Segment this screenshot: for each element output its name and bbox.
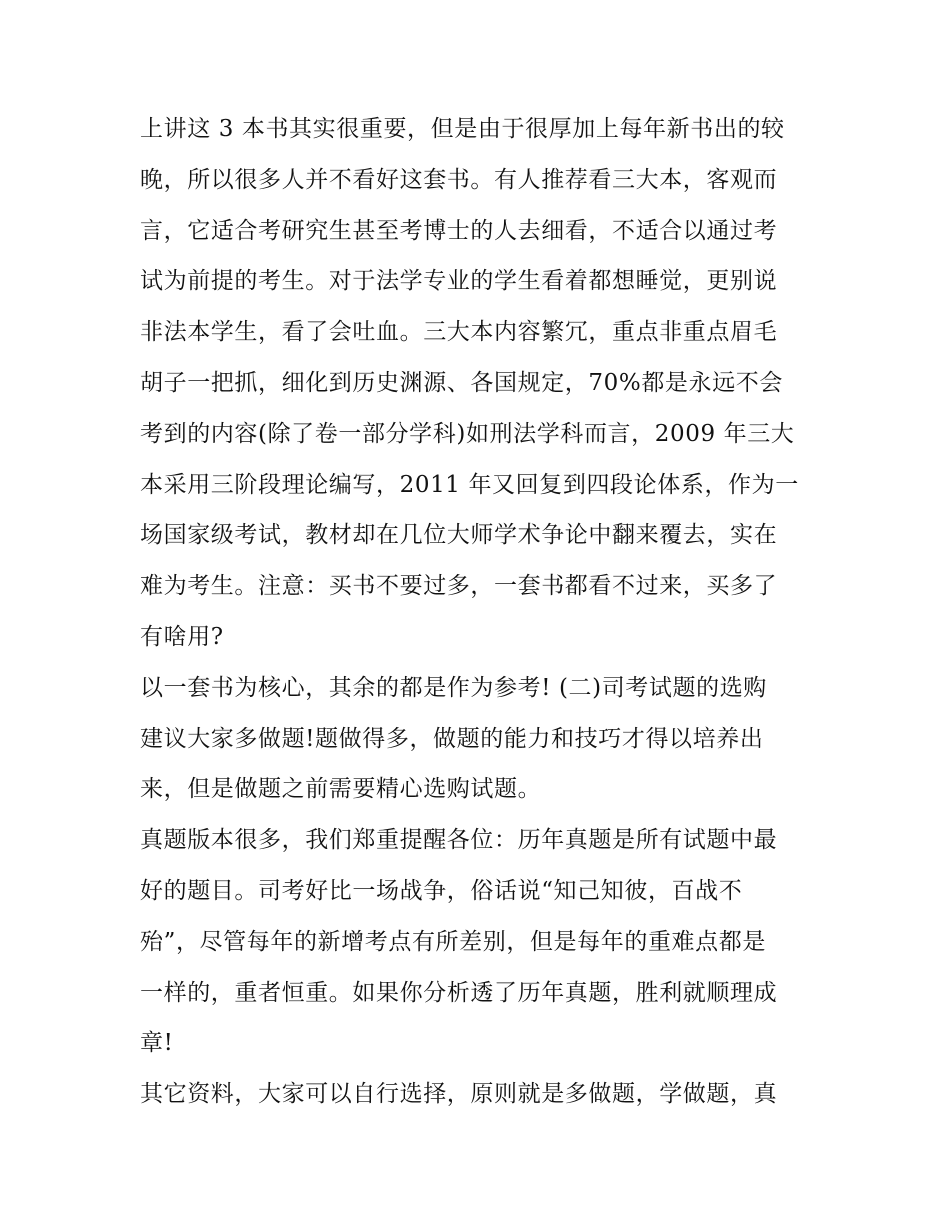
text-line: 难为考生。注意：买书不要过多，一套书都看不过来，买多了 — [140, 573, 778, 600]
text-line: 胡子一把抓，细化到历史渊源、各国规定，70%都是永远不会 — [140, 369, 783, 396]
text-line: 以一套书为核心，其余的都是作为参考! (二)司考试题的选购 — [140, 674, 767, 701]
text-line: 言，它适合考研究生甚至考博士的人去细看，不适合以通过考 — [140, 217, 778, 244]
text-line: 殆”，尽管每年的新增考点有所差别，但是每年的重难点都是 — [140, 928, 766, 955]
text-line: 来，但是做题之前需要精心选购试题。 — [140, 776, 542, 803]
text-line: 上讲这 3 本书其实很重要，但是由于很厚加上每年新书出的较 — [140, 116, 785, 142]
text-line: 真题版本很多，我们郑重提醒各位：历年真题是所有试题中最 — [140, 827, 778, 854]
text-line: 建议大家多做题!题做得多，做题的能力和技巧才得以培养出 — [140, 725, 764, 752]
text-line: 章! — [140, 1030, 174, 1057]
text-line: 本采用三阶段理论编写，2011 年又回复到四段论体系，作为一 — [140, 471, 799, 498]
text-line: 非法本学生，看了会吐血。三大本内容繁冗，重点非重点眉毛 — [140, 319, 778, 346]
text-line: 其它资料，大家可以自行选择，原则就是多做题，学做题，真 — [140, 1081, 778, 1108]
document-page — [140, 104, 820, 1120]
text-line: 场国家级考试，教材却在几位大师学术争论中翻来覆去，实在 — [140, 522, 778, 549]
text-line: 有啥用? — [140, 623, 224, 650]
text-line: 考到的内容(除了卷一部分学科)如刑法学科而言，2009 年三大 — [140, 420, 795, 447]
text-line: 晚，所以很多人并不看好这套书。有人推荐看三大本，客观而 — [140, 166, 778, 193]
text-line: 好的题目。司考好比一场战争，俗话说“知己知彼，百战不 — [140, 877, 743, 904]
text-line: 试为前提的考生。对于法学专业的学生看着都想睡觉，更别说 — [140, 268, 778, 295]
text-line: 一样的，重者恒重。如果你分析透了历年真题，胜利就顺理成 — [140, 979, 778, 1006]
